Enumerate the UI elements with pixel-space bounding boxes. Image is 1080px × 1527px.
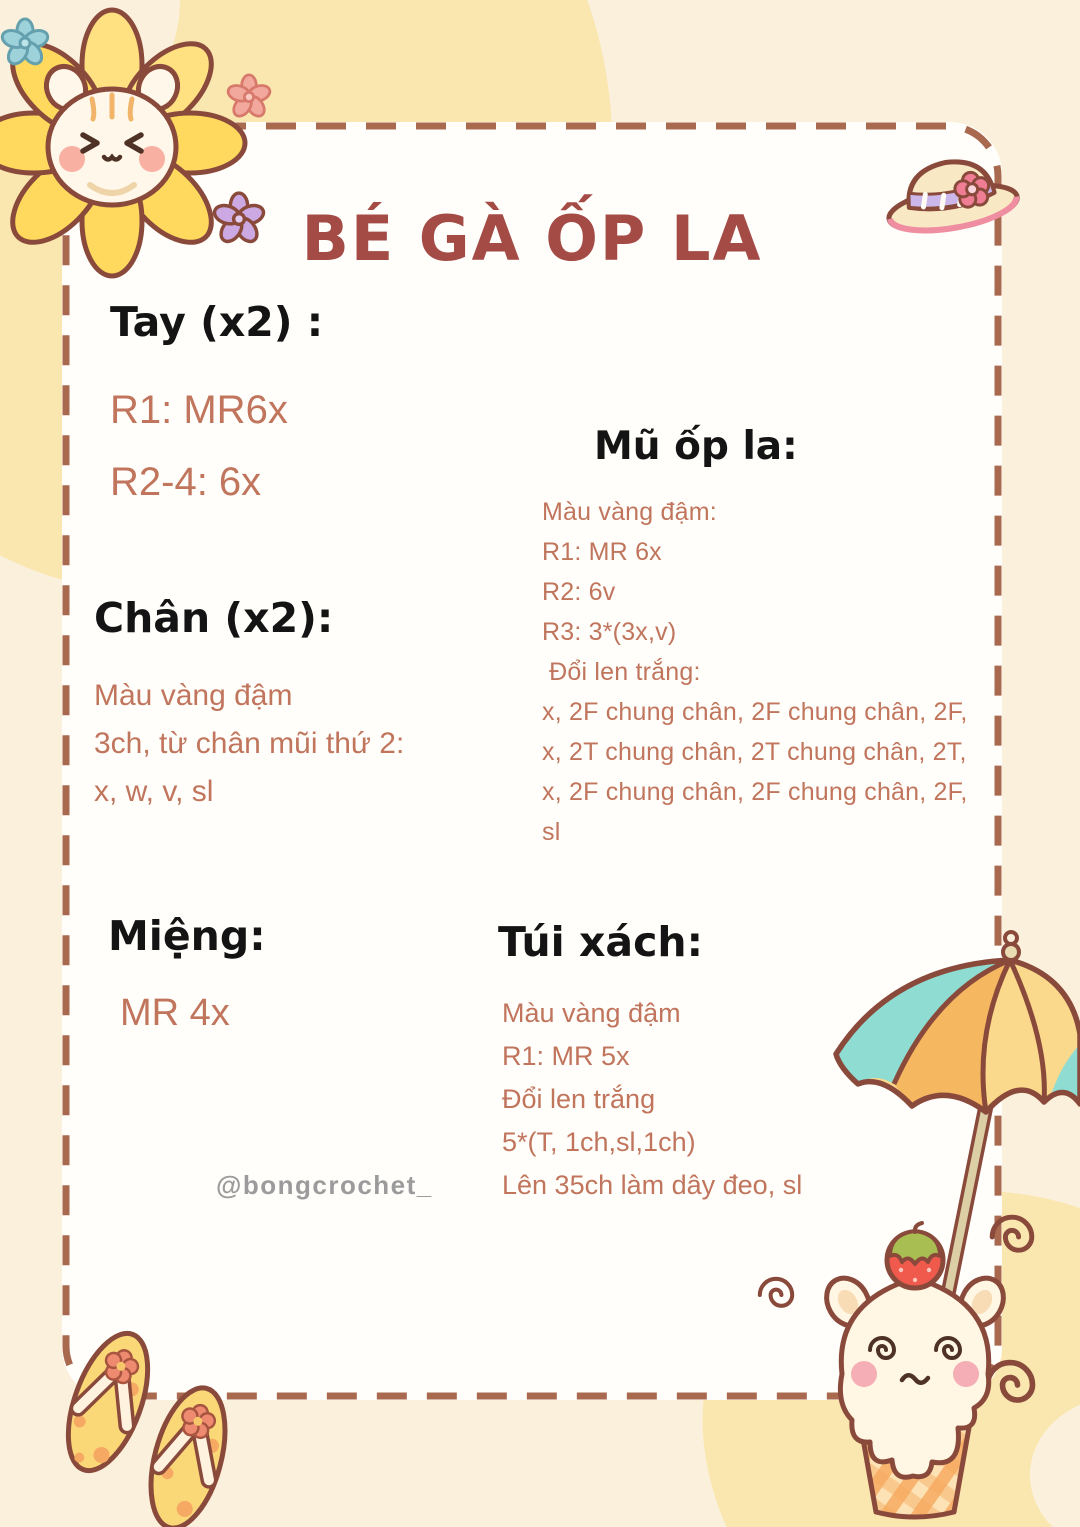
sun-hat-icon: [876, 136, 1026, 251]
pattern-line: Màu vàng đậm: [502, 998, 681, 1028]
section-heading-mu: Mũ ốp la:: [594, 424, 798, 469]
author-handle: @bongcrochet_: [216, 1170, 433, 1200]
pattern-line: R1: MR6x: [110, 388, 288, 432]
section-mieng-lines: [120, 992, 230, 1035]
purple-flower-icon: [212, 192, 266, 246]
pattern-line: R1: MR 5x: [502, 1041, 630, 1071]
pink-flower-icon: [226, 74, 272, 120]
page-title: BÉ GÀ ỐP LA: [301, 202, 763, 275]
pattern-line: R1: MR 6x: [542, 538, 662, 566]
flip-flops-icon: [52, 1316, 257, 1527]
section-heading-tui: Túi xách:: [498, 918, 703, 966]
pattern-line: R2: 6v: [542, 578, 616, 606]
pattern-line: Lên 35ch làm dây đeo, sl: [502, 1170, 803, 1200]
pattern-line: MR 4x: [120, 992, 230, 1034]
pattern-line: x, 2F chung chân, 2F chung chân, 2F,: [542, 778, 968, 806]
pattern-line: 5*(T, 1ch,sl,1ch): [502, 1127, 696, 1157]
pattern-line: sl: [542, 818, 561, 846]
pattern-line: Màu vàng đậm:: [542, 498, 717, 526]
ice-cream-hamster-icon: [798, 1222, 1033, 1527]
pattern-line: Màu vàng đậm: [94, 679, 293, 712]
section-tui-lines: [502, 992, 802, 1207]
pattern-line: x, w, v, sl: [94, 775, 214, 808]
section-heading-chan: Chân (x2):: [94, 594, 334, 642]
section-heading-tay: Tay (x2) :: [110, 298, 324, 346]
section-mu-lines: [542, 492, 968, 852]
pattern-line: x, 2F chung chân, 2F chung chân, 2F,: [542, 698, 968, 726]
section-chan-lines: [94, 672, 404, 816]
pattern-line: Đổi len trắng: [502, 1084, 656, 1114]
pattern-line: R3: 3*(3x,v): [542, 618, 677, 646]
section-tay-lines: [110, 374, 288, 518]
pattern-line: R2-4: 6x: [110, 460, 262, 504]
blue-flower-icon: [0, 18, 50, 68]
pattern-line: Đổi len trắng:: [542, 658, 701, 686]
section-heading-mieng: Miệng:: [108, 912, 266, 960]
strawberry: [887, 1223, 943, 1288]
pattern-line: x, 2T chung chân, 2T chung chân, 2T,: [542, 738, 967, 766]
pattern-line: 3ch, từ chân mũi thứ 2:: [94, 727, 405, 760]
